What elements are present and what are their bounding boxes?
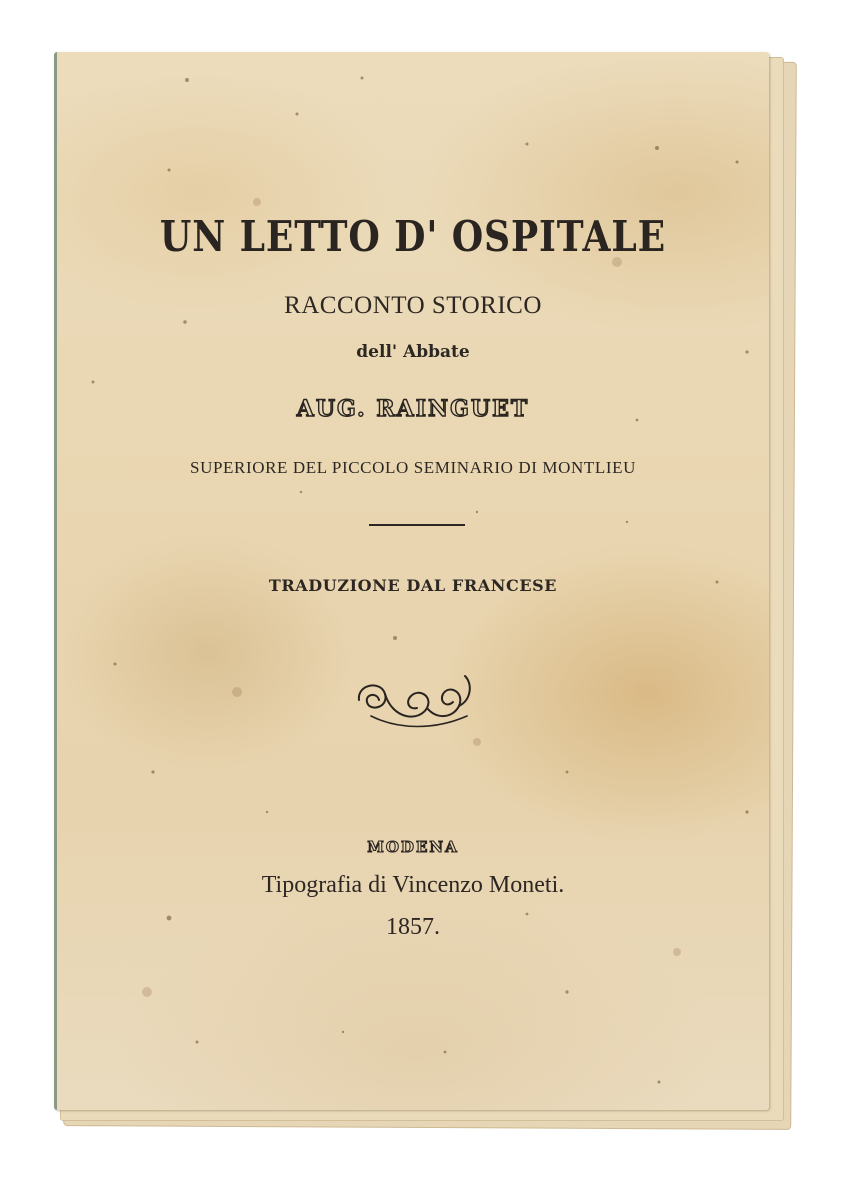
book-subtitle: RACCONTO STORICO <box>284 292 542 319</box>
author-position: SUPERIORE DEL PICCOLO SEMINARIO DI MONTLIEU <box>190 458 636 477</box>
book-cover <box>54 52 769 1110</box>
author-byline: dell' Abbate <box>356 342 470 362</box>
flourish-ornament-icon <box>349 670 479 734</box>
imprint-year: 1857. <box>386 914 440 940</box>
imprint-city: MODENA <box>367 838 459 856</box>
divider-rule <box>369 524 465 526</box>
book-title: UN LETTO D' OSPITALE <box>159 212 667 261</box>
translation-note: TRADUZIONE DAL FRANCESE <box>268 576 558 595</box>
author-name: AUG. RAINGUET <box>296 396 530 422</box>
imprint-printer: Tipografia di Vincenzo Moneti. <box>261 872 565 898</box>
